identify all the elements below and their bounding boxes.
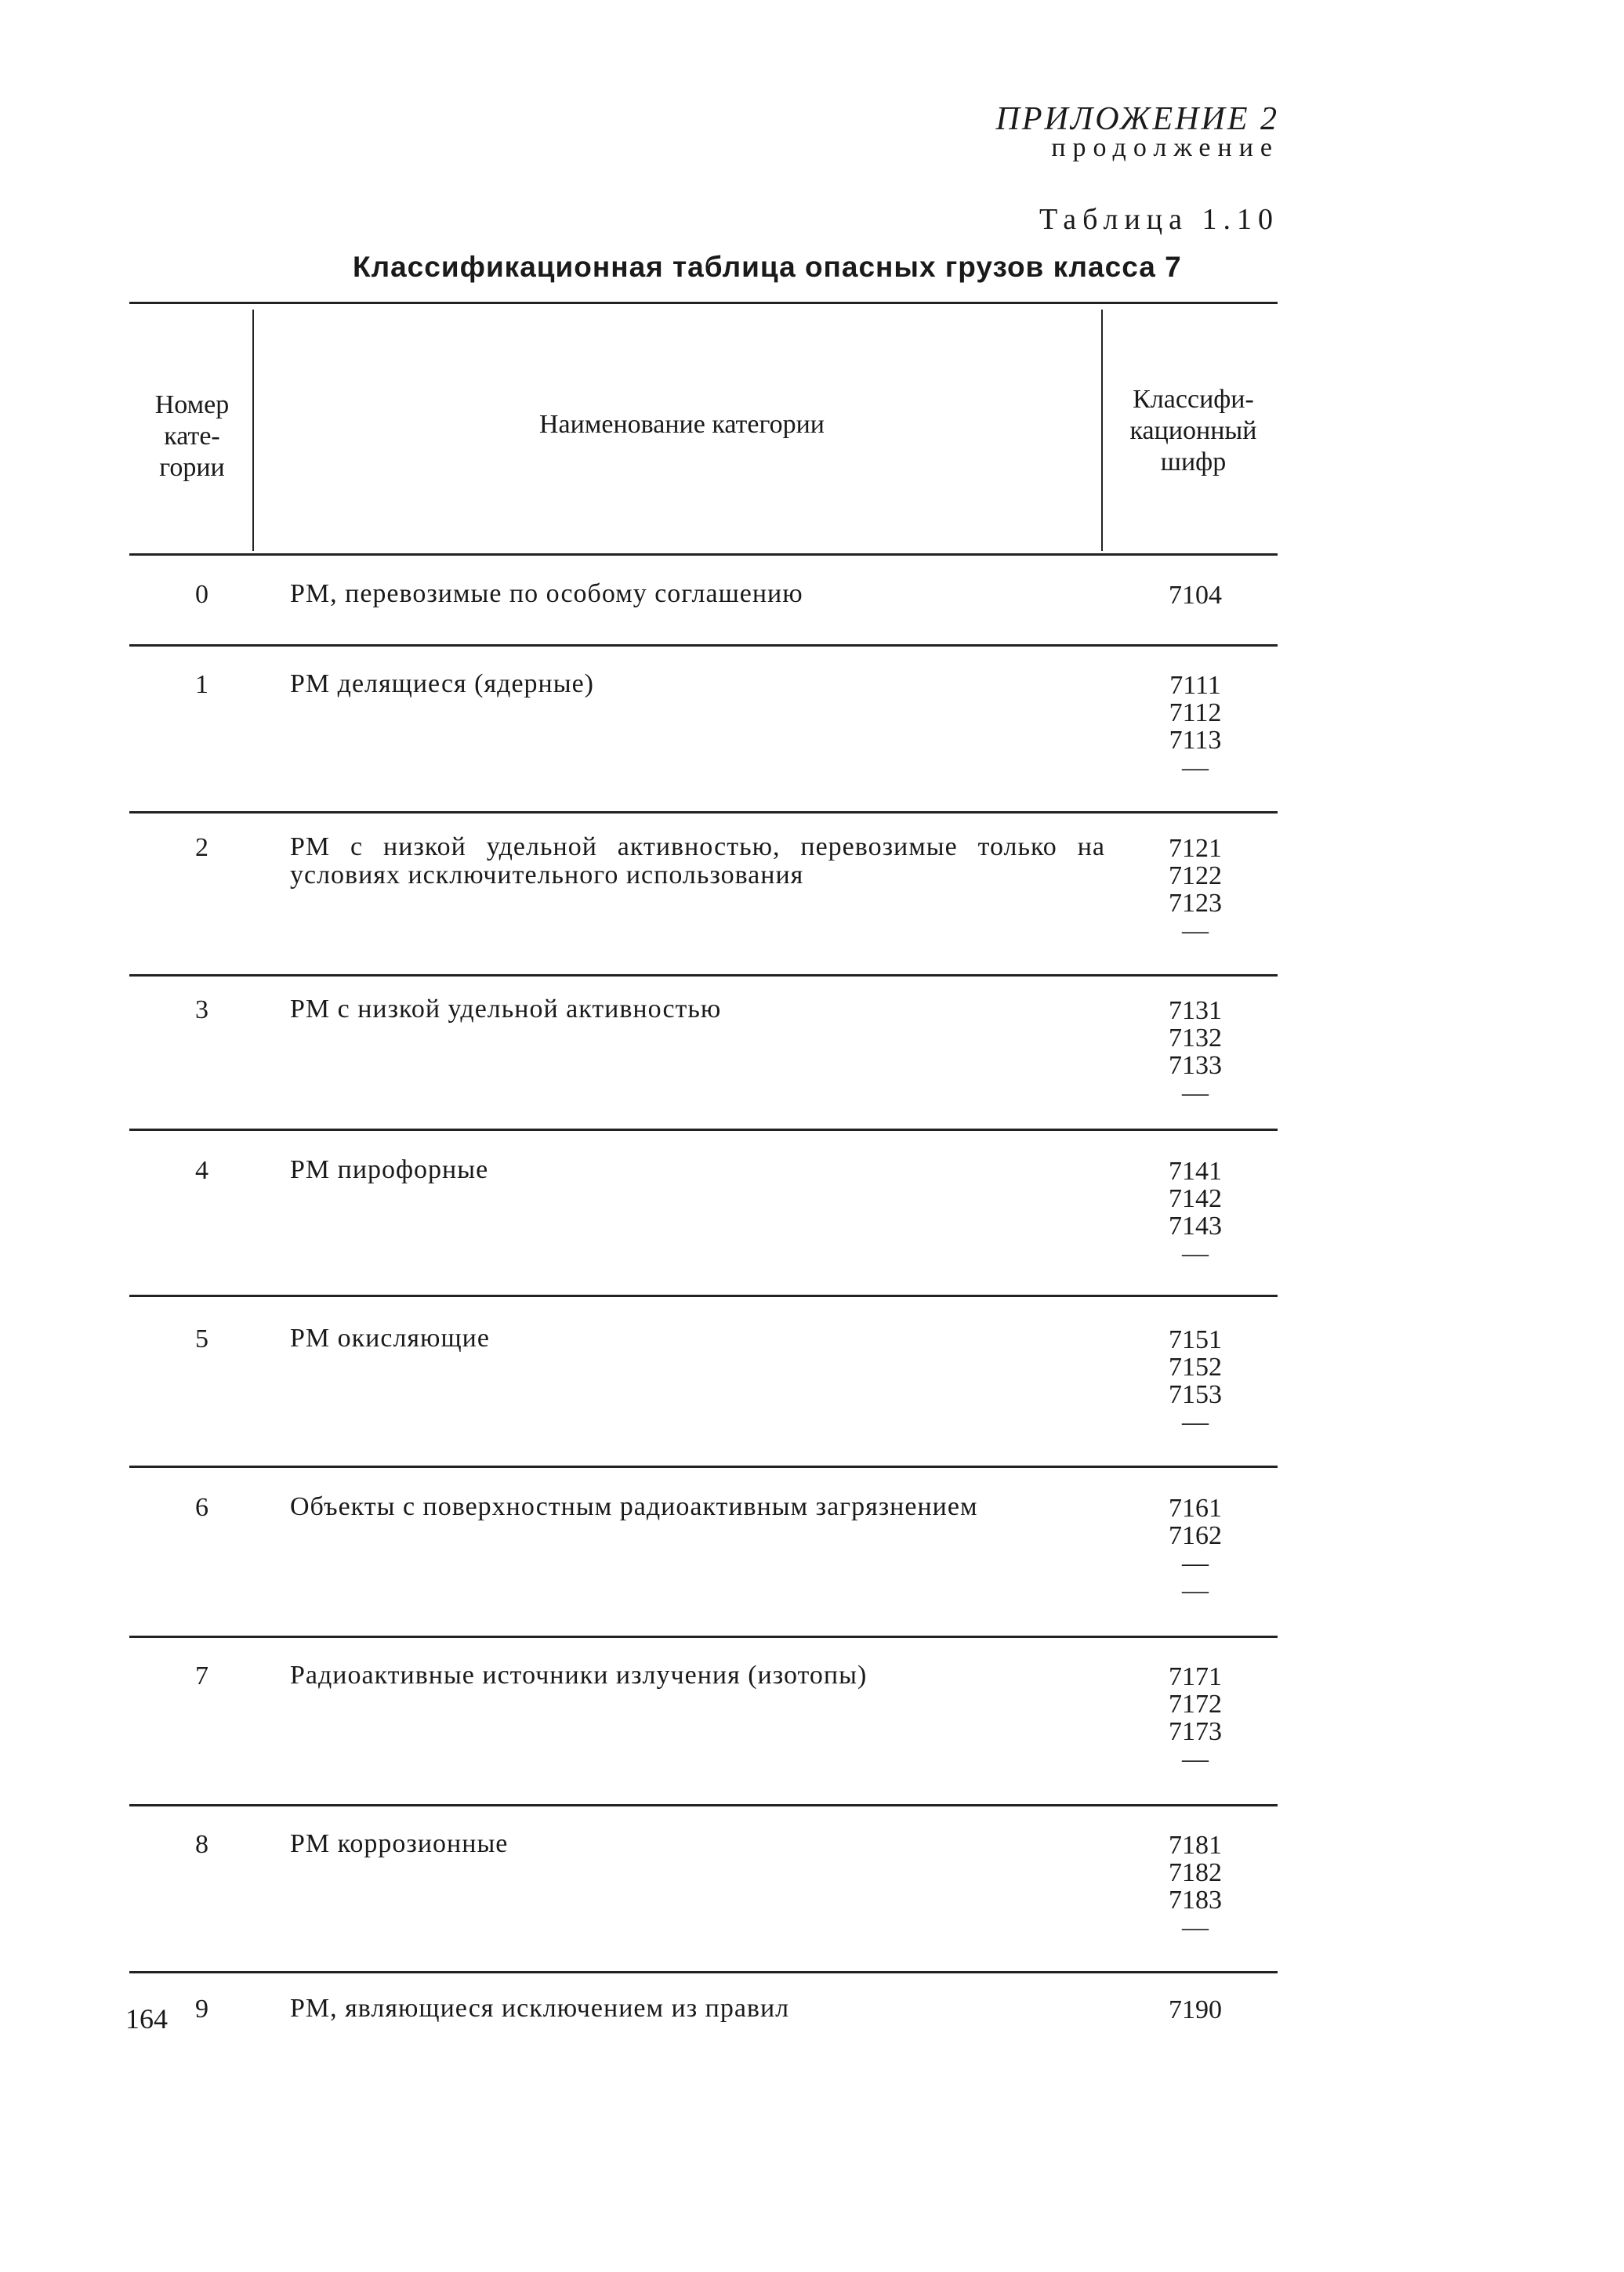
row-category-name: РМ пирофорные: [290, 1155, 489, 1184]
classification-code: 7173: [1169, 1717, 1222, 1746]
classification-code: 7162: [1169, 1521, 1222, 1550]
classification-code: 7153: [1169, 1380, 1222, 1409]
classification-code: 7113: [1169, 726, 1222, 755]
classification-code: 7122: [1169, 861, 1222, 890]
row-number: 0: [195, 580, 208, 609]
row-separator-rule: [129, 1466, 1278, 1468]
row-separator-rule: [129, 644, 1278, 647]
row-codes: [1113, 582, 1278, 609]
row-separator-rule: [129, 1804, 1278, 1806]
row-number: 8: [195, 1830, 208, 1859]
row-number: 4: [195, 1156, 208, 1185]
classification-code: —: [1182, 1408, 1209, 1437]
classification-code: 7112: [1169, 698, 1222, 727]
table-top-rule: [129, 302, 1278, 304]
classification-code: 7141: [1169, 1157, 1222, 1186]
row-separator-rule: [129, 1636, 1278, 1638]
row-number: 9: [195, 1995, 208, 2024]
row-category-name: РМ, являющиеся исключением из правил: [290, 1994, 790, 2023]
row-separator-rule: [129, 1129, 1278, 1131]
table-header-rule: [129, 553, 1278, 556]
row-number: 5: [195, 1324, 208, 1353]
classification-code: 7121: [1169, 834, 1222, 863]
table-number: Таблица 1.10: [1039, 203, 1279, 236]
column-header-code: Классифи- кационный шифр: [1129, 385, 1257, 477]
row-codes: [1113, 672, 1278, 781]
classification-code: 7183: [1169, 1886, 1222, 1915]
row-category-name: Радиоактивные источники излучения (изотопы): [290, 1661, 868, 1690]
classification-code: 7111: [1169, 671, 1221, 700]
classification-code: 7123: [1169, 889, 1222, 918]
row-category-name: РМ коррозионные: [290, 1829, 509, 1858]
row-category-name: РМ с низкой удельной активностью: [290, 995, 722, 1024]
classification-code: 7131: [1169, 996, 1222, 1025]
column-header-name: Наименование категории: [539, 410, 825, 439]
row-category-name: Объекты с поверхностным радиоактивным загрязнением: [290, 1492, 978, 1521]
classification-code: 7133: [1169, 1051, 1222, 1080]
appendix-title: ПРИЛОЖЕНИЕ 2: [995, 101, 1279, 137]
classification-code: —: [1182, 1745, 1209, 1774]
classification-code: 7171: [1169, 1662, 1222, 1691]
classification-code: 7161: [1169, 1494, 1222, 1523]
row-codes: [1113, 1326, 1278, 1436]
classification-code: 7181: [1169, 1831, 1222, 1860]
row-codes: [1113, 1495, 1278, 1604]
row-category-name: РМ с низкой удельной активностью, перевозимые только на условиях исключительного использования: [290, 832, 1105, 890]
classification-code: 7182: [1169, 1858, 1222, 1887]
row-codes: [1113, 1996, 1278, 2024]
classification-code: 7132: [1169, 1024, 1222, 1053]
row-separator-rule: [129, 811, 1278, 813]
classification-code: —: [1182, 1576, 1209, 1605]
row-codes: [1113, 835, 1278, 944]
row-number: 3: [195, 995, 208, 1024]
classification-code: —: [1182, 753, 1209, 782]
classification-code: 7104: [1169, 581, 1222, 610]
classification-code: —: [1182, 1239, 1209, 1268]
row-number: 1: [195, 670, 208, 699]
table-caption: Классификационная таблица опасных грузов класса 7: [353, 251, 1182, 283]
row-number: 7: [195, 1661, 208, 1690]
classification-code: 7151: [1169, 1325, 1222, 1354]
classification-code: —: [1182, 916, 1209, 945]
classification-code: 7152: [1169, 1353, 1222, 1382]
classification-code: 7172: [1169, 1690, 1222, 1719]
row-separator-rule: [129, 1971, 1278, 1973]
row-separator-rule: [129, 974, 1278, 977]
classification-code: 7190: [1169, 1995, 1222, 2024]
row-codes: [1113, 1832, 1278, 1941]
classification-code: 7142: [1169, 1184, 1222, 1213]
classification-code: —: [1182, 1078, 1209, 1107]
row-codes: [1113, 997, 1278, 1107]
row-category-name: РМ окисляющие: [290, 1324, 490, 1353]
classification-code: —: [1182, 1549, 1209, 1578]
column-header-number: Номер кате- гории: [154, 390, 230, 482]
row-category-name: РМ делящиеся (ядерные): [290, 669, 594, 698]
row-codes: [1113, 1158, 1278, 1267]
classification-code: 7143: [1169, 1212, 1222, 1241]
row-number: 6: [195, 1493, 208, 1522]
row-separator-rule: [129, 1295, 1278, 1297]
appendix-subtitle: продолжение: [1051, 133, 1279, 162]
classification-code: —: [1182, 1913, 1209, 1942]
row-category-name: РМ, перевозимые по особому соглашению: [290, 579, 803, 608]
page-number: 164: [125, 2003, 168, 2035]
row-number: 2: [195, 833, 208, 862]
row-codes: [1113, 1663, 1278, 1773]
